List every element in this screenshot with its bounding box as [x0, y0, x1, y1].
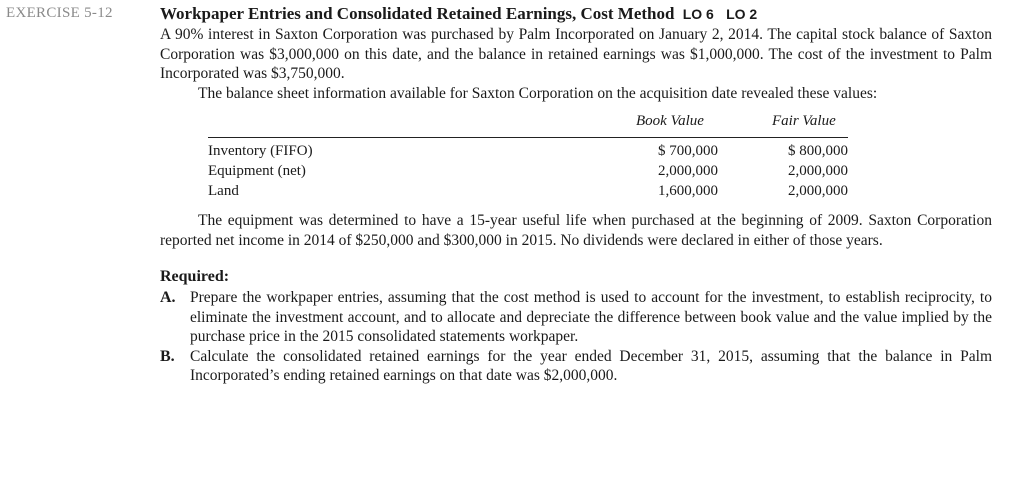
table-row [208, 143, 848, 163]
balance-sheet-paragraph: The balance sheet information available for Saxton Corporation on the acquisition date revealed these values: [198, 84, 878, 102]
row-label: Inventory (FIFO) [208, 143, 313, 159]
table-row [208, 183, 848, 203]
item-letter: A. [160, 289, 176, 306]
book-value-cell: $ 700,000 [658, 143, 718, 159]
item-text: Prepare the workpaper entries, assuming that the cost method is used to account for the investment, to establish reciprocity, to eliminate the investment account, and to allocate and depreciate the difference between book value and the value implied by the purchase price in the 2015 consolidated statements workpaper. [190, 289, 992, 345]
header-rule [208, 137, 848, 138]
required-item-a [160, 288, 992, 347]
fair-value-cell: 2,000,000 [788, 183, 848, 199]
table-row [208, 163, 848, 183]
book-value-cell: 2,000,000 [658, 163, 718, 179]
exercise-content [160, 3, 992, 386]
intro-paragraph: A 90% interest in Saxton Corporation was purchased by Palm Incorporated on January 2, 2014. The capital stock balance of Saxton Corporation was $3,000,000 on this date, and the balance in retained earnings was $1,000,000. The cost of the investment to Palm Incorporated was $3,750,000. [160, 26, 992, 82]
equipment-paragraph: The equipment was determined to have a 15-year useful life when purchased at the beginning of 2009. Saxton Corporation reported net income in 2014 of $250,000 and $300,000 in 2015. No dividends were declared in either of those years. [160, 212, 992, 249]
balance-sheet-table [160, 107, 992, 207]
required-heading: Required: [160, 268, 230, 285]
fair-value-header: Fair Value [772, 113, 836, 129]
row-label: Equipment (net) [208, 163, 306, 179]
lo-tag: LO 2 [726, 6, 758, 22]
exercise-title: Workpaper Entries and Consolidated Retained Earnings, Cost Method [160, 4, 675, 23]
exercise-label: EXERCISE 5-12 [6, 5, 113, 21]
fair-value-cell: $ 800,000 [788, 143, 848, 159]
item-letter: B. [160, 347, 175, 365]
book-value-header: Book Value [636, 113, 704, 129]
fair-value-cell: 2,000,000 [788, 163, 848, 179]
lo-tag: LO 6 [682, 6, 714, 22]
required-item-b [160, 347, 992, 386]
row-label: Land [208, 183, 239, 199]
exercise-title-line [160, 3, 992, 25]
item-text: Calculate the consolidated retained earnings for the year ended December 31, 2015, assuming that the balance in Palm Incorporated’s ending retained earnings on that date was $2,000,000. [190, 347, 992, 384]
book-value-cell: 1,600,000 [658, 183, 718, 199]
